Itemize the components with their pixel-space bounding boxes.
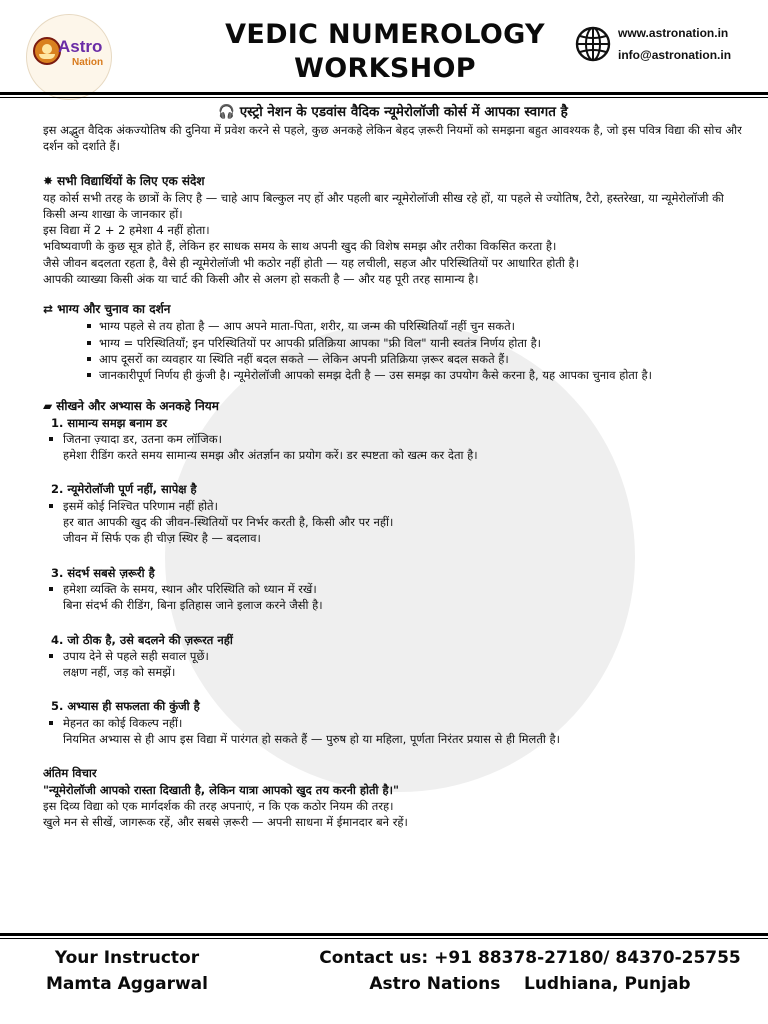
message-paragraph: जैसे जीवन बदलता रहता है, वैसे ही न्यूमेरोलॉजी भी कठोर नहीं होती — यह लचीली, सहज और परिस्थितियों पर आधारित होती है। (43, 255, 579, 270)
rule-bullet: जितना ज़्यादा डर, उतना कम लॉजिक। (51, 431, 743, 447)
final-quote: "न्यूमेरोलॉजी आपको रास्ता दिखाती है, लेकिन यात्रा आपको खुद तय करनी होती है।" (43, 782, 399, 797)
email-link[interactable]: info@astronation.in (618, 48, 732, 62)
footer-divider-thin (0, 938, 768, 939)
rule-bullet: उपाय देने से पहले सही सवाल पूछें। (51, 648, 743, 664)
rule-item (43, 632, 743, 681)
rules-heading-text: सीखने और अभ्यास के अनकहे नियम (56, 398, 219, 413)
rule-line: हमेशा रीडिंग करते समय सामान्य समझ और अंतर्ज्ञान का प्रयोग करें। डर स्पष्टता को खत्म कर देता है। (63, 448, 478, 463)
header-divider-thin (0, 97, 768, 98)
logo-text-nation: Nation (72, 57, 104, 68)
intro-text: इस अद्भुत वैदिक अंकज्योतिष की दुनिया में प्रवेश करने से पहले, कुछ अनकहे लेकिन बेहद ज़रूरी नियमों को समझना बहुत आवश्यक है, जो इस पवित्र विद्या की सोच और दर्शन को दर्शाते हैं। (43, 123, 742, 154)
rule-title: 4. जो ठीक है, उसे बदलने की ज़रूरत नहीं (51, 632, 233, 647)
message-paragraph: आपकी व्याख्या किसी अंक या चार्ट की किसी और से अलग हो सकती है — और यह पूरी तरह सामान्य है। (43, 272, 479, 287)
instructor-label: Your Instructor (54, 948, 200, 968)
rule-line: हर बात आपकी खुद की जीवन-स्थितियों पर निर्भर करती है, किसी और पर नहीं। (63, 515, 394, 530)
rule-line: जीवन में सिर्फ एक ही चीज़ स्थिर है — बदलाव। (63, 531, 261, 546)
final-line: इस दिव्य विद्या को एक मार्गदर्शक की तरह अपनाएं, न कि एक कठोर नियम की तरह। (43, 798, 394, 813)
rules-heading (43, 397, 743, 415)
rule-line: बिना संदर्भ की रीडिंग, बिना इतिहास जाने इलाज करने जैसी है। (63, 598, 323, 613)
footer-divider (0, 933, 768, 936)
instructor-name: Mamta Aggarwal (46, 974, 208, 994)
headphones-icon: 🎧 (218, 104, 235, 120)
message-paragraph: इस विद्या में 2 + 2 हमेशा 4 नहीं होता। (43, 223, 210, 238)
rule-bullet: इसमें कोई निश्चित परिणाम नहीं होते। (51, 498, 743, 514)
organization-location: Astro Nations Ludhiana, Punjab (369, 974, 691, 994)
lamp-emblem-icon (33, 37, 61, 65)
sparkle-icon: ✸ (43, 173, 54, 188)
contact-phone[interactable]: Contact us: +91 88378-27180/ 84370-25755 (319, 948, 741, 968)
intro-heading (43, 102, 743, 122)
header-divider (0, 92, 768, 95)
destiny-list (43, 318, 743, 383)
destiny-heading-text: भाग्य और चुनाव का दर्शन (57, 302, 171, 317)
rule-bullet: हमेशा व्यक्ति के समय, स्थान और परिस्थिति को ध्यान में रखें। (51, 581, 743, 597)
astro-nation-logo (26, 14, 112, 100)
intro-heading-text: एस्ट्रो नेशन के एडवांस वैदिक न्यूमेरोलॉजी कोर्स में आपका स्वागत है (239, 104, 568, 120)
page-title (205, 18, 565, 86)
destiny-heading (43, 300, 743, 318)
rule-item (43, 415, 743, 464)
title-line-1: VEDIC NUMEROLOGY (225, 19, 545, 50)
message-paragraph: यह कोर्स सभी तरह के छात्रों के लिए है — चाहे आप बिल्कुल नए हों और पहली बार न्यूमेरोलॉजी सीख रहे हों, या पहले से ज्योतिष, टैरो, हस्तरेखा, या न्यूमेरोलॉजी की किसी अन्य शाखा के जानकार हों। (43, 190, 724, 221)
rule-item (43, 698, 743, 747)
rule-line: नियमित अभ्यास से ही आप इस विद्या में पारंगत हो सकते हैं — पुरुष हो या महिला, पूर्णता निरंतर प्रयास से ही मिलती है। (63, 732, 561, 747)
arrows-icon: ⇄ (43, 302, 54, 317)
globe-icon (574, 25, 612, 63)
rule-item (43, 565, 743, 614)
rule-title: 2. न्यूमेरोलॉजी पूर्ण नहीं, सापेक्ष है (51, 482, 197, 497)
website-link[interactable]: www.astronation.in (618, 26, 729, 40)
list-item: आप दूसरों का व्यवहार या स्थिति नहीं बदल सकते — लेकिन अपनी प्रतिक्रिया ज़रूर बदल सकते हैं। (99, 351, 743, 367)
rule-title: 5. अभ्यास ही सफलता की कुंजी है (51, 699, 200, 714)
contact-block (300, 945, 760, 997)
main-content (43, 102, 743, 831)
rule-title: 3. संदर्भ सबसे ज़रूरी है (51, 565, 155, 580)
rule-item (43, 481, 743, 546)
final-line: खुले मन से सीखें, जागरूक रहें, और सबसे ज़रूरी — अपनी साधना में ईमानदार बने रहें। (43, 815, 408, 830)
final-heading: अंतिम विचार (43, 766, 97, 781)
header-contact (618, 22, 731, 66)
list-item: भाग्य पहले से तय होता है — आप अपने माता-पिता, शरीर, या जन्म की परिस्थितियाँ नहीं चुन सकते। (99, 318, 743, 334)
message-heading (43, 172, 743, 190)
rule-line: लक्षण नहीं, जड़ को समझें। (63, 665, 176, 680)
message-heading-text: सभी विद्यार्थियों के लिए एक संदेश (57, 173, 205, 188)
scroll-icon: ▰ (43, 398, 53, 413)
list-item: जानकारीपूर्ण निर्णय ही कुंजी है। न्यूमेरोलॉजी आपको समझ देती है — उस समझ का उपयोग कैसे करना है, यह आपका चुनाव होता है। (99, 367, 743, 383)
rule-title: 1. सामान्य समझ बनाम डर (51, 415, 168, 430)
logo-text-astro: Astro (58, 37, 103, 56)
rule-bullet: मेहनत का कोई विकल्प नहीं। (51, 715, 743, 731)
instructor-block (22, 945, 232, 997)
page-header (0, 0, 768, 92)
title-line-2: WORKSHOP (294, 53, 476, 84)
message-paragraph: भविष्यवाणी के कुछ सूत्र होते हैं, लेकिन हर साधक समय के साथ अपनी खुद की विशेष समझ और तरीका विकसित करता है। (43, 239, 557, 254)
list-item: भाग्य = परिस्थितियाँ; इन परिस्थितियों पर आपकी प्रतिक्रिया आपका "फ्री विल" यानी स्वतंत्र निर्णय होता है। (99, 335, 743, 351)
